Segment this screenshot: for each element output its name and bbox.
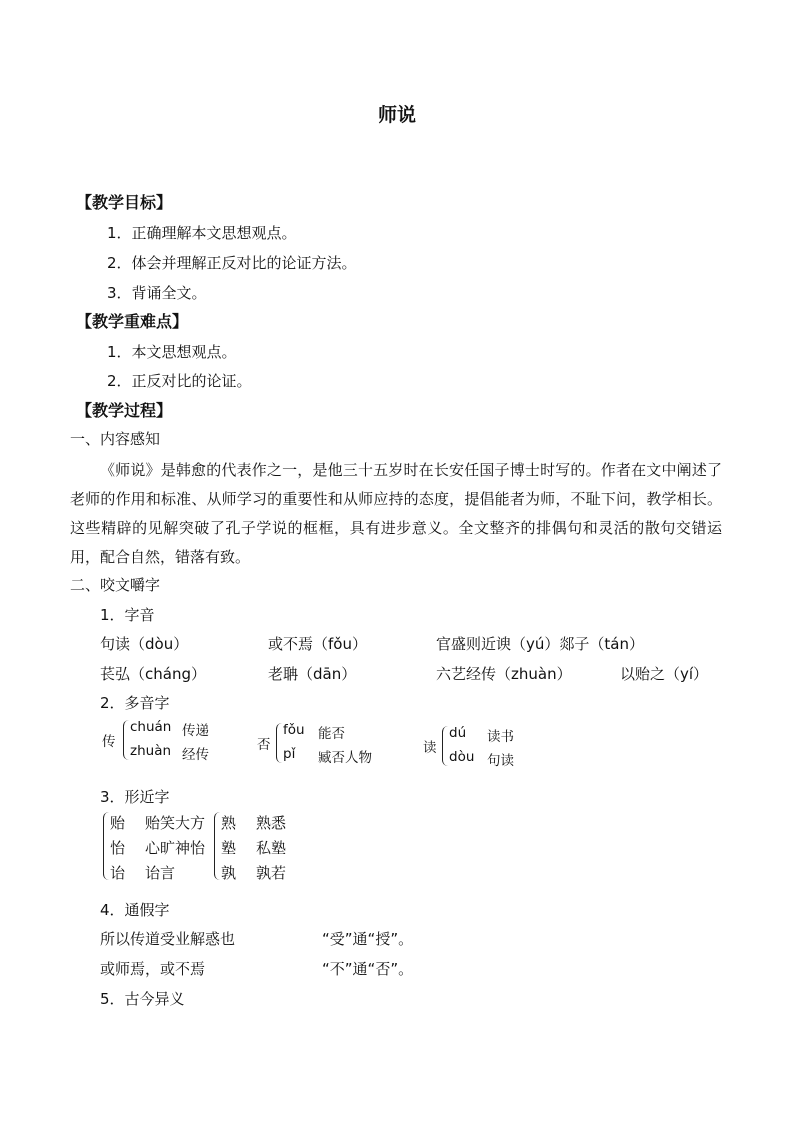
similar-char: 贻 xyxy=(110,814,126,832)
similar-word: 熟悉 xyxy=(256,814,287,832)
tongjia-sentence: 所以传道受业解惑也 xyxy=(100,930,236,948)
similar-word: 孰若 xyxy=(256,864,287,882)
key-points-heading: 【教学重难点】 xyxy=(76,312,189,331)
polyphonic-char: 读 xyxy=(423,740,437,756)
example-word: 句读 xyxy=(487,753,514,769)
pinyin: fǒu xyxy=(283,722,305,738)
pinyin: chuán xyxy=(130,719,172,735)
pinyin: dòu xyxy=(449,749,475,765)
pronunciation-entry: 句读（dòu） xyxy=(100,635,189,653)
pronunciation-entry: 官盛则近谀（yú）郯子（tán） xyxy=(436,635,644,653)
tongjia-note: “受”通“授”。 xyxy=(322,930,414,948)
process-heading: 【教学过程】 xyxy=(76,401,173,420)
similar-word: 诒言 xyxy=(145,864,176,882)
pronunciation-entry: 或不焉（fǒu） xyxy=(268,635,367,653)
pronunciation-entry: 苌弘（cháng） xyxy=(100,665,206,683)
objective-item: 1．正确理解本文思想观点。 xyxy=(107,224,297,242)
similar-char: 诒 xyxy=(110,864,126,882)
brace-icon xyxy=(103,812,109,880)
key-point-item: 1．本文思想观点。 xyxy=(107,343,237,361)
key-point-item: 2．正反对比的论证。 xyxy=(107,372,252,390)
similar-char: 孰 xyxy=(221,864,237,882)
similar-word: 贻笑大方 xyxy=(145,814,206,832)
example-word: 臧否人物 xyxy=(318,750,372,766)
gujin-label: 5．古今异义 xyxy=(100,990,185,1008)
similar-word: 心旷神怡 xyxy=(145,839,206,857)
objective-item: 2．体会并理解正反对比的论证方法。 xyxy=(107,254,357,272)
section-title: 一、内容感知 xyxy=(70,430,161,448)
similar-word: 私塾 xyxy=(256,839,287,857)
content-paragraph: 《师说》是韩愈的代表作之一，是他三十五岁时在长安任国子博士时写的。作者在文中阐述了老师的作用和标准、从师学习的重要性和从师应持的态度，提倡能者为师，不耻下问，教学相长。这些精辟的见解突破了孔子学说的框框，具有进步意义。全文整齐的排偶句和灵活的散句交错运用，配合自然，错落有致。 xyxy=(70,461,722,566)
pronunciation-entry: 六艺经传（zhuàn） xyxy=(436,665,572,683)
example-word: 传递 xyxy=(182,723,209,739)
example-word: 读书 xyxy=(487,729,514,745)
brace-icon xyxy=(123,720,129,760)
pronunciation-entry: 老聃（dān） xyxy=(268,665,357,683)
brace-icon xyxy=(442,726,448,766)
tongjia-label: 4．通假字 xyxy=(100,901,170,919)
brace-icon xyxy=(214,812,220,880)
section-title: 二、咬文嚼字 xyxy=(70,576,161,594)
polyphonic-char: 否 xyxy=(257,737,271,753)
brace-icon xyxy=(276,723,282,763)
similar-label: 3．形近字 xyxy=(100,788,170,806)
objectives-heading: 【教学目标】 xyxy=(76,193,173,212)
similar-char: 怡 xyxy=(110,839,126,857)
pronunciation-entry: 以贻之（yí） xyxy=(620,665,709,683)
pinyin: dú xyxy=(449,725,467,741)
tongjia-sentence: 或师焉，或不焉 xyxy=(100,960,206,978)
pinyin: zhuàn xyxy=(130,743,172,759)
pinyin: pǐ xyxy=(283,746,296,762)
page-title: 师说 xyxy=(377,104,416,126)
tongjia-note: “不”通“否”。 xyxy=(322,960,414,978)
similar-char: 塾 xyxy=(221,839,237,857)
pronunciation-label: 1．字音 xyxy=(100,606,155,624)
polyphonic-label: 2．多音字 xyxy=(100,694,170,712)
example-word: 能否 xyxy=(318,726,345,742)
example-word: 经传 xyxy=(182,747,209,763)
objective-item: 3．背诵全文。 xyxy=(107,284,207,302)
polyphonic-char: 传 xyxy=(102,734,116,750)
similar-char: 熟 xyxy=(221,814,237,832)
